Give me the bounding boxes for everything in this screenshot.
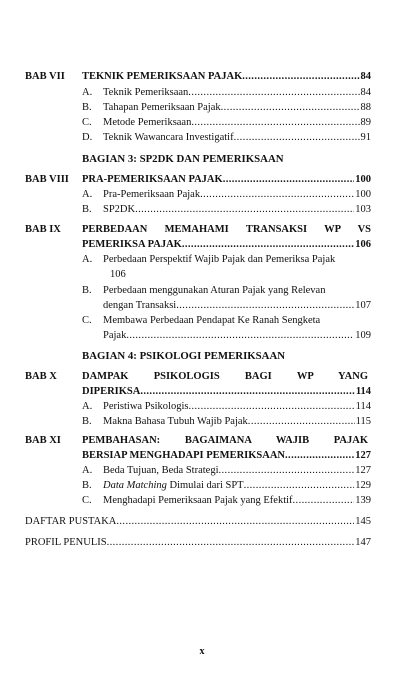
dot-leader	[200, 187, 354, 203]
item-entry	[103, 187, 371, 203]
page-ref: 147	[355, 537, 371, 548]
item-title: Metode Pemeriksaan	[103, 117, 192, 128]
toc-chapter-9-line2	[0, 237, 404, 253]
toc-chapter-11-line2	[0, 448, 404, 464]
toc-item	[0, 283, 404, 299]
toc-backmatter-author	[0, 535, 404, 551]
toc-item	[0, 414, 404, 430]
dot-leader	[107, 535, 355, 551]
dot-leader	[116, 514, 354, 530]
item-letter: B.	[82, 285, 92, 296]
item-letter: C.	[82, 495, 92, 506]
chapter-label: BAB VII	[25, 71, 65, 82]
dot-leader	[248, 414, 355, 430]
dot-leader	[234, 130, 360, 146]
toc-item	[0, 130, 404, 146]
item-title	[103, 478, 244, 494]
page-ref: 103	[355, 204, 371, 215]
chapter-title-line1: PERBEDAAN MEMAHAMI TRANSAKSI WP VS	[82, 224, 371, 235]
chapter-entry	[82, 384, 371, 400]
item-title: Menghadapi Pemeriksaan Pajak yang Efektif	[103, 495, 293, 506]
page-ref: 89	[360, 117, 371, 128]
page-ref: 114	[355, 386, 371, 397]
toc-chapter-8	[0, 172, 404, 188]
chapter-title-line1: DAMPAK PSIKOLOGIS BAGI WP YANG	[82, 371, 368, 382]
toc-item	[0, 463, 404, 479]
item-title: Peristiwa Psikologis	[103, 401, 189, 412]
dot-leader	[176, 298, 354, 314]
chapter-entry	[82, 69, 371, 85]
item-entry	[103, 493, 371, 509]
chapter-entry	[82, 448, 371, 464]
chapter-title: PRA-PEMERIKSAAN PAJAK	[82, 174, 223, 185]
item-title-line1: Membawa Perbedaan Pendapat Ke Ranah Sengketa	[103, 315, 321, 326]
item-entry	[103, 414, 371, 430]
item-letter: A.	[82, 189, 93, 200]
item-entry	[103, 298, 371, 314]
toc-chapter-10	[0, 369, 404, 385]
dot-leader	[191, 115, 359, 131]
item-entry	[103, 463, 371, 479]
page-ref: 145	[355, 516, 371, 527]
page-ref: 115	[355, 416, 371, 427]
item-title: Tahapan Pemeriksaan Pajak	[103, 102, 221, 113]
item-letter: A.	[82, 465, 93, 476]
chapter-label: BAB X	[25, 371, 57, 382]
chapter-title-line2: DIPERIKSA	[82, 386, 141, 397]
item-title-line2: Pajak	[103, 330, 127, 341]
toc-item	[0, 252, 404, 268]
dot-leader	[293, 493, 355, 509]
toc-item-cont	[0, 267, 404, 283]
toc-item	[0, 115, 404, 131]
item-title: Makna Bahasa Tubuh Wajib Pajak	[103, 416, 248, 427]
page-ref: 88	[360, 102, 371, 113]
page-ref: 127	[355, 465, 371, 476]
item-entry	[103, 478, 371, 494]
item-entry	[103, 130, 371, 146]
dot-leader	[285, 448, 354, 464]
chapter-title-line2: BERSIAP MENGHADAPI PEMERIKSAAN	[82, 450, 286, 461]
dot-leader	[140, 384, 354, 400]
chapter-entry	[82, 172, 371, 188]
item-title-line2: dengan Transaksi	[103, 300, 177, 311]
toc-item	[0, 399, 404, 415]
chapter-title: TEKNIK PEMERIKSAAN PAJAK	[82, 71, 243, 82]
dot-leader	[126, 328, 354, 344]
backmatter-entry	[25, 535, 371, 551]
item-letter: B.	[82, 102, 92, 113]
toc-item	[0, 187, 404, 203]
backmatter-entry	[25, 514, 371, 530]
dot-leader	[219, 463, 355, 479]
page-ref: 91	[360, 132, 371, 143]
item-title: Pra-Pemeriksaan Pajak	[103, 189, 201, 200]
page-ref: 114	[355, 401, 371, 412]
backmatter-title: DAFTAR PUSTAKA	[25, 516, 117, 527]
dot-leader	[242, 69, 359, 85]
toc-chapter-10-line2	[0, 384, 404, 400]
toc-item	[0, 85, 404, 101]
dot-leader	[221, 100, 360, 116]
page-ref: 106	[110, 269, 126, 280]
page-ref: 106	[355, 239, 371, 250]
toc-chapter-11	[0, 433, 404, 449]
page-ref: 109	[355, 330, 371, 341]
item-letter: C.	[82, 315, 92, 326]
page-ref: 84	[360, 71, 371, 82]
item-title-line1: Perbedaan Perspektif Wajib Pajak dan Pemeriksa Pajak	[103, 254, 336, 265]
toc-chapter-7	[0, 69, 404, 85]
toc-item	[0, 202, 404, 218]
page-ref: 129	[355, 480, 371, 491]
toc-backmatter-bibliography	[0, 514, 404, 530]
page-ref: 107	[355, 300, 371, 311]
toc-chapter-9	[0, 222, 404, 238]
dot-leader	[244, 478, 355, 494]
dot-leader	[182, 237, 354, 253]
page-number: x	[199, 646, 205, 657]
item-title-line1: Perbedaan menggunakan Aturan Pajak yang Relevan	[103, 285, 326, 296]
dot-leader	[188, 399, 354, 415]
item-letter: B.	[82, 204, 92, 215]
item-letter: B.	[82, 416, 92, 427]
part-heading-4	[0, 348, 404, 364]
page-ref: 84	[360, 87, 371, 98]
item-title-rest: Dimulai dari SPT	[166, 480, 244, 491]
chapter-entry	[82, 237, 371, 253]
item-title: Teknik Pemeriksaan	[103, 87, 189, 98]
item-title: Beda Tujuan, Beda Strategi	[103, 465, 219, 476]
toc-item	[0, 493, 404, 509]
toc-item	[0, 478, 404, 494]
item-entry	[103, 115, 371, 131]
page-ref: 139	[355, 495, 371, 506]
part-title: BAGIAN 4: PSIKOLOGI PEMERIKSAAN	[82, 350, 286, 362]
chapter-label: BAB XI	[25, 435, 61, 446]
item-letter: C.	[82, 117, 92, 128]
toc-item	[0, 313, 404, 329]
item-entry	[103, 85, 371, 101]
page-ref: 100	[355, 174, 371, 185]
item-title-italic: Data Matching	[103, 480, 167, 491]
toc-item-cont	[0, 328, 404, 344]
item-title: Teknik Wawancara Investigatif	[103, 132, 234, 143]
item-title: SP2DK	[103, 204, 136, 215]
item-entry	[103, 328, 371, 344]
item-letter: A.	[82, 401, 93, 412]
backmatter-title: PROFIL PENULIS	[25, 537, 107, 548]
item-letter: B.	[82, 480, 92, 491]
item-letter: A.	[82, 254, 93, 265]
item-entry	[103, 399, 371, 415]
dot-leader	[223, 172, 355, 188]
part-heading-3	[0, 151, 404, 167]
toc-item	[0, 100, 404, 116]
chapter-label: BAB VIII	[25, 174, 69, 185]
item-letter: A.	[82, 87, 93, 98]
item-entry	[103, 100, 371, 116]
page-ref: 100	[355, 189, 371, 200]
page-ref: 127	[355, 450, 371, 461]
dot-leader	[188, 85, 359, 101]
item-entry	[103, 202, 371, 218]
part-title: BAGIAN 3: SP2DK DAN PEMERIKSAAN	[82, 153, 284, 165]
chapter-title-line1: PEMBAHASAN: BAGAIMANA WAJIB PAJAK	[82, 435, 368, 446]
chapter-title-line2: PEMERIKSA PAJAK	[82, 239, 182, 250]
toc-item-cont	[0, 298, 404, 314]
item-letter: D.	[82, 132, 93, 143]
chapter-label: BAB IX	[25, 224, 61, 235]
dot-leader	[135, 202, 354, 218]
